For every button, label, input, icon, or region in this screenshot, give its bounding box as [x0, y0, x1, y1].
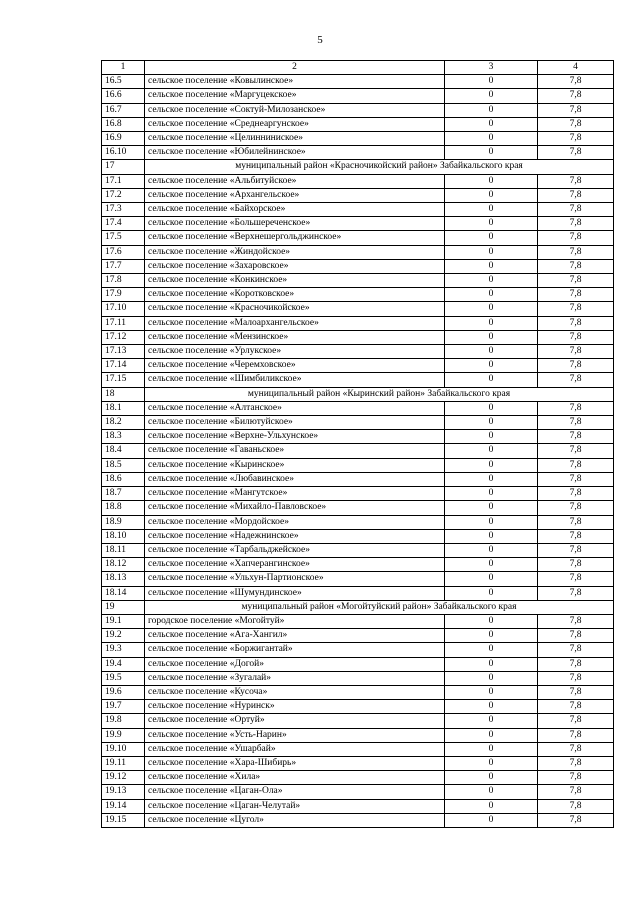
- row-number: 18.11: [102, 543, 145, 557]
- value-col-3: 0: [445, 728, 538, 742]
- settlement-name: сельское поселение «Архангельское»: [145, 188, 445, 202]
- table-row: [102, 117, 614, 131]
- table-row: [102, 515, 614, 529]
- value-col-3: 0: [445, 330, 538, 344]
- row-number: 19.8: [102, 714, 145, 728]
- value-col-4: 7,8: [538, 132, 614, 146]
- value-col-3: 0: [445, 742, 538, 756]
- value-col-3: 0: [445, 288, 538, 302]
- region-row: [102, 160, 614, 174]
- row-number: 16.10: [102, 146, 145, 160]
- settlement-name: сельское поселение «Мензинское»: [145, 330, 445, 344]
- header-col-2: 2: [145, 61, 445, 75]
- row-number: 18.8: [102, 501, 145, 515]
- value-col-4: 7,8: [538, 288, 614, 302]
- value-col-4: 7,8: [538, 188, 614, 202]
- value-col-3: 0: [445, 714, 538, 728]
- value-col-4: 7,8: [538, 217, 614, 231]
- value-col-4: 7,8: [538, 572, 614, 586]
- value-col-3: 0: [445, 700, 538, 714]
- value-col-3: 0: [445, 274, 538, 288]
- table-row: [102, 700, 614, 714]
- value-col-3: 0: [445, 132, 538, 146]
- settlement-name: сельское поселение «Черемховское»: [145, 359, 445, 373]
- row-number: 17: [102, 160, 145, 174]
- value-col-3: 0: [445, 799, 538, 813]
- value-col-4: 7,8: [538, 245, 614, 259]
- row-number: 17.12: [102, 330, 145, 344]
- value-col-4: 7,8: [538, 813, 614, 827]
- settlement-name: сельское поселение «Хила»: [145, 771, 445, 785]
- value-col-3: 0: [445, 430, 538, 444]
- row-number: 19.1: [102, 614, 145, 628]
- table-row: [102, 259, 614, 273]
- row-number: 19.4: [102, 657, 145, 671]
- settlement-name: сельское поселение «Любавинское»: [145, 472, 445, 486]
- value-col-4: 7,8: [538, 75, 614, 89]
- value-col-4: 7,8: [538, 799, 614, 813]
- value-col-3: 0: [445, 614, 538, 628]
- table-row: [102, 401, 614, 415]
- table-row: [102, 657, 614, 671]
- row-number: 16.6: [102, 89, 145, 103]
- table-row: [102, 458, 614, 472]
- value-col-3: 0: [445, 117, 538, 131]
- settlement-name: сельское поселение «Большереченское»: [145, 217, 445, 231]
- table-row: [102, 188, 614, 202]
- value-col-3: 0: [445, 487, 538, 501]
- settlement-name: сельское поселение «Тарбальджейское»: [145, 543, 445, 557]
- settlement-name: сельское поселение «Целинниниское»: [145, 132, 445, 146]
- settlement-name: сельское поселение «Ушарбай»: [145, 742, 445, 756]
- value-col-4: 7,8: [538, 259, 614, 273]
- region-name: муниципальный район «Могойтуйский район» Забайкальского края: [145, 600, 614, 614]
- row-number: 18.6: [102, 472, 145, 486]
- value-col-3: 0: [445, 231, 538, 245]
- row-number: 17.3: [102, 203, 145, 217]
- table-row: [102, 629, 614, 643]
- value-col-4: 7,8: [538, 345, 614, 359]
- row-number: 19.2: [102, 629, 145, 643]
- table-row: [102, 543, 614, 557]
- value-col-3: 0: [445, 259, 538, 273]
- row-number: 18.1: [102, 401, 145, 415]
- settlement-name: сельское поселение «Ага-Хангил»: [145, 629, 445, 643]
- value-col-4: 7,8: [538, 501, 614, 515]
- settlement-name: городское поселение «Могойтуй»: [145, 614, 445, 628]
- value-col-3: 0: [445, 316, 538, 330]
- table-row: [102, 529, 614, 543]
- value-col-4: 7,8: [538, 543, 614, 557]
- row-number: 17.2: [102, 188, 145, 202]
- value-col-3: 0: [445, 643, 538, 657]
- region-row: [102, 387, 614, 401]
- row-number: 17.5: [102, 231, 145, 245]
- value-col-4: 7,8: [538, 685, 614, 699]
- table-row: [102, 245, 614, 259]
- value-col-4: 7,8: [538, 515, 614, 529]
- table-row: [102, 643, 614, 657]
- row-number: 18.13: [102, 572, 145, 586]
- value-col-4: 7,8: [538, 444, 614, 458]
- table-row: [102, 742, 614, 756]
- settlement-name: сельское поселение «Конкинское»: [145, 274, 445, 288]
- table-row: [102, 785, 614, 799]
- row-number: 18.4: [102, 444, 145, 458]
- row-number: 18.10: [102, 529, 145, 543]
- row-number: 19.14: [102, 799, 145, 813]
- settlement-name: сельское поселение «Надежнинское»: [145, 529, 445, 543]
- settlement-name: сельское поселение «Среднеаргунское»: [145, 117, 445, 131]
- table-row: [102, 671, 614, 685]
- region-row: [102, 600, 614, 614]
- table-row: [102, 444, 614, 458]
- settlement-name: сельское поселение «Малоархангельское»: [145, 316, 445, 330]
- row-number: 19.10: [102, 742, 145, 756]
- row-number: 17.10: [102, 302, 145, 316]
- value-col-3: 0: [445, 629, 538, 643]
- row-number: 17.11: [102, 316, 145, 330]
- value-col-3: 0: [445, 245, 538, 259]
- row-number: 17.7: [102, 259, 145, 273]
- region-name: муниципальный район «Кыринский район» Забайкальского края: [145, 387, 614, 401]
- row-number: 17.6: [102, 245, 145, 259]
- table-row: [102, 89, 614, 103]
- value-col-4: 7,8: [538, 756, 614, 770]
- value-col-3: 0: [445, 685, 538, 699]
- settlement-name: сельское поселение «Жиндойское»: [145, 245, 445, 259]
- region-name: муниципальный район «Красночикойский район» Забайкальского края: [145, 160, 614, 174]
- row-number: 18.14: [102, 586, 145, 600]
- row-number: 16.9: [102, 132, 145, 146]
- settlement-name: сельское поселение «Коротковское»: [145, 288, 445, 302]
- row-number: 17.4: [102, 217, 145, 231]
- value-col-3: 0: [445, 203, 538, 217]
- table-body: [102, 61, 614, 828]
- value-col-4: 7,8: [538, 487, 614, 501]
- table-row: [102, 416, 614, 430]
- settlement-name: сельское поселение «Шимбиликское»: [145, 373, 445, 387]
- value-col-3: 0: [445, 515, 538, 529]
- table-row: [102, 558, 614, 572]
- value-col-4: 7,8: [538, 472, 614, 486]
- settlement-name: сельское поселение «Ортуй»: [145, 714, 445, 728]
- settlement-name: сельское поселение «Урлукское»: [145, 345, 445, 359]
- settlement-name: сельское поселение «Усть-Нарин»: [145, 728, 445, 742]
- table-row: [102, 132, 614, 146]
- row-number: 17.9: [102, 288, 145, 302]
- row-number: 16.8: [102, 117, 145, 131]
- settlement-name: сельское поселение «Соктуй-Милозанское»: [145, 103, 445, 117]
- row-number: 19.12: [102, 771, 145, 785]
- row-number: 17.14: [102, 359, 145, 373]
- value-col-4: 7,8: [538, 700, 614, 714]
- value-col-4: 7,8: [538, 316, 614, 330]
- value-col-3: 0: [445, 813, 538, 827]
- value-col-4: 7,8: [538, 274, 614, 288]
- table-header-row: [102, 61, 614, 75]
- value-col-4: 7,8: [538, 103, 614, 117]
- value-col-4: 7,8: [538, 174, 614, 188]
- value-col-4: 7,8: [538, 657, 614, 671]
- row-number: 19.7: [102, 700, 145, 714]
- value-col-3: 0: [445, 771, 538, 785]
- row-number: 19.6: [102, 685, 145, 699]
- row-number: 17.8: [102, 274, 145, 288]
- value-col-4: 7,8: [538, 771, 614, 785]
- settlement-name: сельское поселение «Мангутское»: [145, 487, 445, 501]
- value-col-4: 7,8: [538, 728, 614, 742]
- settlement-name: сельское поселение «Байхорское»: [145, 203, 445, 217]
- value-col-3: 0: [445, 458, 538, 472]
- value-col-4: 7,8: [538, 330, 614, 344]
- value-col-4: 7,8: [538, 231, 614, 245]
- value-col-4: 7,8: [538, 529, 614, 543]
- row-number: 19.11: [102, 756, 145, 770]
- value-col-4: 7,8: [538, 203, 614, 217]
- value-col-3: 0: [445, 373, 538, 387]
- table-row: [102, 345, 614, 359]
- settlement-name: сельское поселение «Цаган-Челутай»: [145, 799, 445, 813]
- value-col-3: 0: [445, 501, 538, 515]
- settlement-name: сельское поселение «Кусоча»: [145, 685, 445, 699]
- value-col-4: 7,8: [538, 643, 614, 657]
- value-col-3: 0: [445, 89, 538, 103]
- table-row: [102, 472, 614, 486]
- table-row: [102, 302, 614, 316]
- table-row: [102, 728, 614, 742]
- value-col-4: 7,8: [538, 373, 614, 387]
- value-col-4: 7,8: [538, 359, 614, 373]
- value-col-4: 7,8: [538, 89, 614, 103]
- settlement-name: сельское поселение «Верхнешергольджинское»: [145, 231, 445, 245]
- value-col-4: 7,8: [538, 785, 614, 799]
- settlements-table: [101, 60, 614, 828]
- table-row: [102, 614, 614, 628]
- value-col-3: 0: [445, 756, 538, 770]
- value-col-4: 7,8: [538, 117, 614, 131]
- settlement-name: сельское поселение «Хара-Шибирь»: [145, 756, 445, 770]
- settlement-name: сельское поселение «Верхне-Ульхунское»: [145, 430, 445, 444]
- settlement-name: сельское поселение «Красночикойское»: [145, 302, 445, 316]
- value-col-3: 0: [445, 401, 538, 415]
- value-col-3: 0: [445, 558, 538, 572]
- settlement-name: сельское поселение «Догой»: [145, 657, 445, 671]
- row-number: 18.2: [102, 416, 145, 430]
- settlement-name: сельское поселение «Цугол»: [145, 813, 445, 827]
- value-col-3: 0: [445, 217, 538, 231]
- settlement-name: сельское поселение «Ковылинское»: [145, 75, 445, 89]
- row-number: 19.9: [102, 728, 145, 742]
- header-col-3: 3: [445, 61, 538, 75]
- settlement-name: сельское поселение «Алтанское»: [145, 401, 445, 415]
- row-number: 18.5: [102, 458, 145, 472]
- settlement-name: сельское поселение «Цаган-Ола»: [145, 785, 445, 799]
- value-col-3: 0: [445, 174, 538, 188]
- table-row: [102, 685, 614, 699]
- value-col-3: 0: [445, 785, 538, 799]
- table-row: [102, 572, 614, 586]
- value-col-4: 7,8: [538, 742, 614, 756]
- row-number: 18: [102, 387, 145, 401]
- row-number: 19.13: [102, 785, 145, 799]
- value-col-3: 0: [445, 444, 538, 458]
- settlement-name: сельское поселение «Маргуцекское»: [145, 89, 445, 103]
- row-number: 18.3: [102, 430, 145, 444]
- settlement-name: сельское поселение «Боржигантай»: [145, 643, 445, 657]
- table-row: [102, 203, 614, 217]
- settlement-name: сельское поселение «Зугалай»: [145, 671, 445, 685]
- settlement-name: сельское поселение «Гаваньское»: [145, 444, 445, 458]
- settlement-name: сельское поселение «Кыринское»: [145, 458, 445, 472]
- row-number: 18.12: [102, 558, 145, 572]
- value-col-4: 7,8: [538, 586, 614, 600]
- value-col-3: 0: [445, 302, 538, 316]
- settlement-name: сельское поселение «Михайло-Павловское»: [145, 501, 445, 515]
- table-row: [102, 501, 614, 515]
- value-col-3: 0: [445, 345, 538, 359]
- row-number: 17.13: [102, 345, 145, 359]
- value-col-4: 7,8: [538, 614, 614, 628]
- value-col-3: 0: [445, 188, 538, 202]
- value-col-3: 0: [445, 657, 538, 671]
- table-row: [102, 771, 614, 785]
- table-row: [102, 813, 614, 827]
- value-col-4: 7,8: [538, 458, 614, 472]
- value-col-4: 7,8: [538, 558, 614, 572]
- table-row: [102, 274, 614, 288]
- row-number: 16.5: [102, 75, 145, 89]
- value-col-4: 7,8: [538, 146, 614, 160]
- table-row: [102, 75, 614, 89]
- row-number: 19.15: [102, 813, 145, 827]
- header-col-4: 4: [538, 61, 614, 75]
- value-col-3: 0: [445, 586, 538, 600]
- row-number: 16.7: [102, 103, 145, 117]
- value-col-3: 0: [445, 75, 538, 89]
- table-row: [102, 799, 614, 813]
- table-row: [102, 756, 614, 770]
- value-col-4: 7,8: [538, 401, 614, 415]
- value-col-3: 0: [445, 146, 538, 160]
- settlement-name: сельское поселение «Юбилейнинское»: [145, 146, 445, 160]
- settlement-name: сельское поселение «Нуринск»: [145, 700, 445, 714]
- value-col-3: 0: [445, 416, 538, 430]
- value-col-4: 7,8: [538, 714, 614, 728]
- value-col-3: 0: [445, 359, 538, 373]
- settlement-name: сельское поселение «Захаровское»: [145, 259, 445, 273]
- table-row: [102, 359, 614, 373]
- value-col-3: 0: [445, 103, 538, 117]
- value-col-3: 0: [445, 671, 538, 685]
- row-number: 19: [102, 600, 145, 614]
- table-row: [102, 231, 614, 245]
- settlement-name: сельское поселение «Ульхун-Партионское»: [145, 572, 445, 586]
- table-row: [102, 316, 614, 330]
- row-number: 19.5: [102, 671, 145, 685]
- row-number: 17.15: [102, 373, 145, 387]
- table-row: [102, 714, 614, 728]
- settlement-name: сельское поселение «Билютуйское»: [145, 416, 445, 430]
- row-number: 17.1: [102, 174, 145, 188]
- table-row: [102, 330, 614, 344]
- page-number: 5: [317, 34, 323, 46]
- value-col-4: 7,8: [538, 302, 614, 316]
- value-col-3: 0: [445, 543, 538, 557]
- table-row: [102, 174, 614, 188]
- settlement-name: сельское поселение «Хапчерангинское»: [145, 558, 445, 572]
- value-col-4: 7,8: [538, 416, 614, 430]
- value-col-4: 7,8: [538, 430, 614, 444]
- table-row: [102, 288, 614, 302]
- settlement-name: сельское поселение «Шумундинское»: [145, 586, 445, 600]
- table-row: [102, 373, 614, 387]
- table-row: [102, 146, 614, 160]
- row-number: 19.3: [102, 643, 145, 657]
- table-row: [102, 586, 614, 600]
- value-col-3: 0: [445, 529, 538, 543]
- value-col-4: 7,8: [538, 671, 614, 685]
- table-row: [102, 217, 614, 231]
- header-col-1: 1: [102, 61, 145, 75]
- value-col-4: 7,8: [538, 629, 614, 643]
- row-number: 18.7: [102, 487, 145, 501]
- value-col-3: 0: [445, 572, 538, 586]
- table-row: [102, 103, 614, 117]
- settlement-name: сельское поселение «Мордойское»: [145, 515, 445, 529]
- value-col-3: 0: [445, 472, 538, 486]
- row-number: 18.9: [102, 515, 145, 529]
- table-row: [102, 487, 614, 501]
- table-row: [102, 430, 614, 444]
- settlement-name: сельское поселение «Альбитуйское»: [145, 174, 445, 188]
